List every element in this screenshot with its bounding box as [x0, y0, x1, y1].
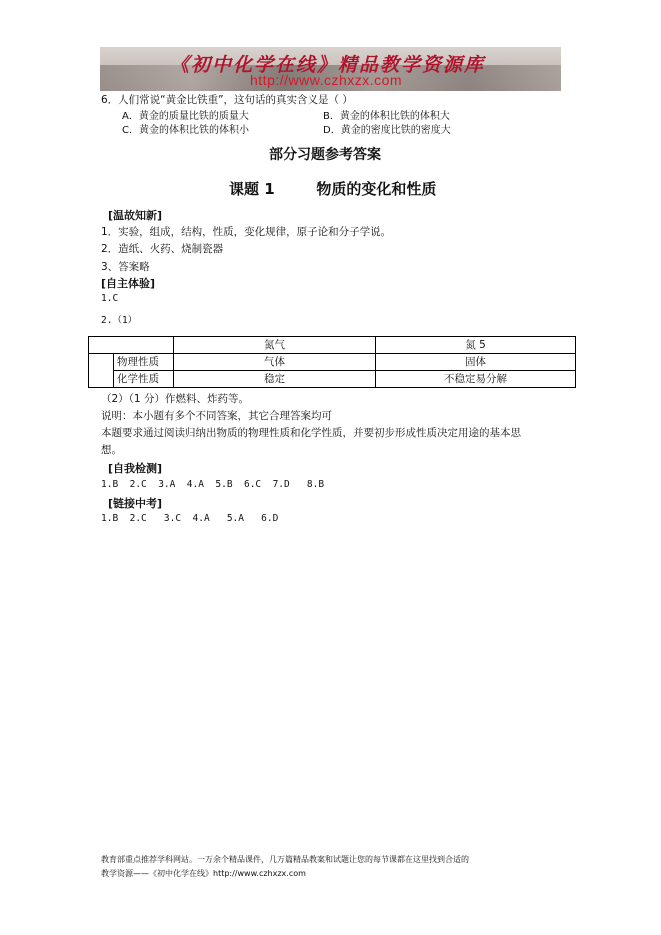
banner-title: 《初中化学在线》精品教学资源库: [170, 54, 486, 76]
review-line-3: 3、答案略: [101, 261, 150, 273]
section-title: 部分习题参考答案: [269, 147, 381, 163]
table-row-label: 物理性质: [114, 354, 174, 371]
table-cell: 稳定: [174, 371, 376, 388]
footer-line-1: 教育部重点推荐学科网站。一万余个精品课件，几万篇精品教案和试题让您的每节课都在这里找到合适的: [101, 855, 469, 864]
question-6-option-b: B．黄金的体积比铁的体积大: [323, 111, 450, 122]
exam-link-answers: 1.B 2.C 3.C 4.A 5.A 6.D: [101, 513, 279, 524]
table-cell: 气体: [174, 354, 376, 371]
table-header-blank: [89, 337, 174, 354]
self-test-heading: [自我检测]: [108, 462, 163, 475]
table-row: [89, 354, 576, 371]
question-6-option-d: D．黄金的密度比铁的密度大: [323, 125, 451, 136]
note-line-3: 想。: [101, 444, 122, 456]
review-line-2: 2．造纸、火药、烧制瓷器: [101, 243, 224, 255]
table-cell: 不稳定易分解: [376, 371, 576, 388]
self-experience-answer-2: 2.（1）: [101, 315, 138, 326]
lesson-title: 课题 1 物质的变化和性质: [229, 180, 437, 198]
footer-line-2: 教学资源——《初中化学在线》http://www.czhxzx.com: [101, 869, 306, 878]
header-banner: [100, 47, 561, 91]
table-row-label: 化学性质: [114, 371, 174, 388]
question-6-option-c: C．黄金的体积比铁的体积小: [122, 125, 249, 136]
answer-2-part-2: （2）（1 分）作燃料、炸药等。: [101, 393, 249, 405]
question-6-option-a: A．黄金的质量比铁的质量大: [122, 111, 249, 122]
table-header-row: [89, 337, 576, 354]
table-cell: 固体: [376, 354, 576, 371]
question-6-stem: 6．人们常说“黄金比铁重”，这句话的真实含义是（ ）: [101, 94, 353, 106]
self-test-answers: 1.B 2.C 3.A 4.A 5.B 6.C 7.D 8.B: [101, 479, 325, 490]
properties-table: [88, 336, 576, 388]
banner-url[interactable]: http://www.czhxzx.com: [250, 72, 403, 88]
exam-link-heading: [链接中考]: [108, 497, 163, 510]
review-heading: [温故知新]: [108, 209, 163, 222]
note-line-2: 本题要求通过阅读归纳出物质的物理性质和化学性质，并要初步形成性质决定用途的基本思: [101, 427, 521, 439]
self-experience-answer-1: 1.C: [101, 293, 119, 304]
self-experience-heading: [自主体验]: [101, 277, 156, 290]
table-header-col-2: 氮 5: [376, 337, 576, 354]
table-row: [89, 371, 576, 388]
review-line-1: 1．实验，组成，结构，性质，变化规律，原子论和分子学说。: [101, 226, 392, 238]
table-merged-blank-cell: [89, 354, 114, 388]
table-header-col-1: 氮气: [174, 337, 376, 354]
note-line-1: 说明：本小题有多个不同答案，其它合理答案均可: [101, 410, 332, 422]
